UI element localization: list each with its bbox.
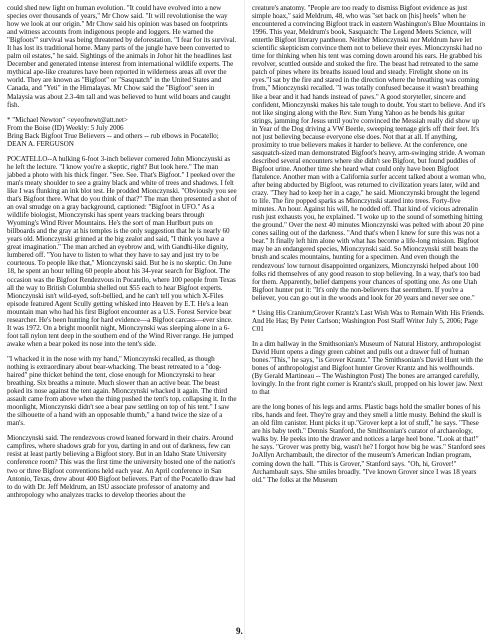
article-paragraph: are the long bones of his legs and arms. Plastic bags hold the smaller bones of his ribs, hands and feet. They're gray and they smell a little musty. Behind the skull is an old film canister. Hunt picks it up."Grover kept a lot of stuff," he says. "These are his baby teeth." Dennis Stanford, the Smithsonian's curator of archaeology, walks by. He peeks into the drawer and notices a large heel bone. "Look at that!" he says. "Grover was pretty big, wasn't he? I forgot how big he was." Stanford sees JoAllyn Archambault, the director of the museum's American Indian program, coming down the hall. "This is Grover," Stanford says. "Oh, hi, Grover!" Archambault says. She smiles broadly. "I've known Grover since I was 18 years old." The folks at the Museum (252, 403, 486, 484)
source-email: * "Michael Newton" <eyeofnewt@att.net> (7, 115, 128, 124)
article-paragraph: "I whacked it in the nose with my hand," Mionczynski recalled, as though nothing is extraordinary about bear-whacking. The beast retreated to a "dog-haired" pine thicket behind the tent, close enough for Mionczynski to hear breathing. Six breaths a minute. Much slower than an active bear. The beast poked its nose against the tent again. Mionczynski whacked it again. The third assault came from above when the thing pushed the tent's top, collapsing it. In the moonlight, Mionczynski didn't see a bear paw settling on top of his tent." I saw the silhouette of a hand with an opposable thumb," a hand twice the size of a man's. (7, 354, 237, 428)
article-paragraph: could shed new light on human evolution. "It could have evolved into a new species over thousands of years," Mr Chow said. "It will revolutionise the way how we look at our origin." Mr Chow said his opinion was based on footprints and witness accounts from indigenous people and loggers. He warned the "Bigfoots'" survival was being threatened by deforestation. "I fear for its survival. It has lost its traditional home. Many parts of the jungle have been converted to palm oil estates," he said. Sightings of the animals in Johor hit the headlines last December and generated intense interest from international wildlife experts. The mythical ape-like creatures have been reported in wilderness areas all over the world. They are known as "Bigfoot" or "Sasquatch" in the United States and Canada, and "Yeti" in the Himalayas. Mr Chow said the "Bigfoot" seen in Malaysia was about 2.3-4m tall and was believed to hunt wild boars and caught fish. (7, 4, 237, 109)
article-paragraph: Mionczynski said. The rendezvous crowd leaned forward in their chairs. Around campfires, where shadows grab for you, darting in and out of darkness, few can resist at least partly believing a Bigfoot story. But in an Idaho State University conference room? This was the first time the university hosted one of the nation's two or three Bigfoot conventions held each year. An April conference in San Antonio, Texas, drew about 400 Bigfoot believers. Part of the Pocatello draw had to do with Dr. Jeff Meldrum, an ISU associate professor of anatomy and anthropology who analyzes tracks to develop theories about the (7, 434, 236, 499)
article-source-line: * Using His Cranium;Grover Krantz's Last Wish Was to Remain With His Friends. And He Has; By Peter Carlson; Washington Post Staff Writer July 5, 2006; Page C01 (252, 308, 485, 333)
left-column (7, 4, 237, 506)
article-paragraph: In a dim hallway in the Smithsonian's Museum of Natural History, anthropologist David Hunt opens a dingy green cabinet and pulls out a drawer full of human bones."This," he says, "is Grover Krantz." The Smithsonian's David Hunt with the bones of anthropologist and Bigfoot hunter Grover Krantz and his wolfhounds. (By Gerald Martineau -- The Washington Post) The bones are arranged carefully, lovingly. In the front right corner is Krantz's skull, propped on his lower jaw. Next to that (252, 339, 484, 397)
article-headline: Bring Back Bigfoot True Believers -- and others -- rub elbows in Pocatello; DEAN A. FERGUSON (7, 131, 219, 148)
article-header (7, 116, 237, 148)
article-paragraph: creature's anatomy. "People are too ready to dismiss Bigfoot evidence as just simple hoax," said Meldrum, 48, who was "set back on [his] heels" when he encountered a convincing Bigfoot track in eastern Washington's Blue Mountains in 1996. This year, Meldrum's book, Sasquatch: The Legend Meets Science, will entertle Bigfoot literary pantheon. Neither Mionczynski nor Meldrum have let scientific skepticism convince them not to believe their eyes. Mionczynski had no time for thinking when his tent was coming down around his ears. He grabbed his revolver, scuttled outside and stoked the fire. The beast had retreated to the same patch of pines where its breaths issued loud and steady. Firelight shone on its eyes."I sat by the fire and stared in the direction where the breathing was coming from," Mionczynski recalled. "I was totally confused because it wasn't breathing like a bear and it had hands instead of paws." A good storyteller, sincere and confident, Mionczynski makes his tale tough to doubt. You start to believe. And it's not like singing along with the Rev. Sum Yung Yahoo as he bends his guitar strings, jamming for Jesus until you're convinced the Messiah really did show up in Year of the Dog driving a VW Beetle, sweeping teenage girls off their feet. It's not just believing because everyone else does. Not that at all. If anything, proximity to true believers makes it harder to believe. At the conference, one sasquatch-sized man demonstrated Bigfoot's heavy, arm-swinging stride. A woman described several encounters where she didn't see Bigfoot, but found puddles of Bigfoot urine. Another time she heard what could only have been Bigfoot flatulence. Another man with a California surfer accent talked about a woman who, after being abducted by Bigfoot, was returned to civilization years later, wild and crazy. "They had to keep her in a cage," he said. Mionczynski brought the legend to life. The fire popped sparks as Mionczynski stared into trees. Forty-five minutes. An hour. Against his will, he nodded off. That kind of vicious adrenalin rush just exhausts you, he explained. "I woke up to the sound of something hitting the ground." Over the next 40 minutes Mionczynski was pelted with about 20 pine cones sailing out of the darkness. "And that's when I knew for sure this was not a bear." It finally left him alone with what has become a life-long mission. Bigfoot may be an endangered species, Mionczynski said. So Mionczynski still beats the brush and scales mountains, hunting for a specimen. And even though the rendezvous' low turnout disappointed organizers, Mionczynski helped about 100 folks rid themselves of any good reason to stop believing. In a way, that's too bad for them. Apparently, belief dampens your chances of spotting one. As one Utah Bigfoot hunter put it: "It's only the non-believers that seemthem. If you're a believer, you can go out in the woods and look for 20 years and never see one." (252, 4, 486, 302)
article-paragraph: POCATELLO--A hulking 6-foot 3-inch believer cornered John Mionczynski as he left the lecture. "I know you're a skeptic, right? But look here." The man jabbed a photo with his thick finger. "See. See. That's Bigfoot." I peeked over the man's meaty shoulder to see a grainy black and white of trees and shadows. I felt like I was flunking an ink blot test. He prodded Mionczynski. "Obviously you see that's Bigfoot there. What do you think of that?" The man then presented a shot of an oval smudge on a gray background, captioned: "Bigfoot in UFO." As a wildlife biologist, Mionczynski has spent years tracking bears through Wyoming's Wind River Mountains. He's the sort of man Hurlburt puts on billboards and the gray at his temples is the only suggestion that he is nearly 60 years old. Mionczynski grinned at the big zealot and said, "I think you have a great imagination." The man arched an eyebrow and, with Gandhi-like dignity, lumbered off. "You have to listen to what they have to say and just try to be courteous. To people like that," Mionczynski said. But he is no skeptic. On June 18, he spent an hour telling 60 people about his 34-year search for Bigfoot. The occasion was the Bigfoot Rendezvous in Pocatello, where 100 people from Texas all the way to British Columbia shelled out $55 each to hear Bigfoot experts. Mionczynski isn't wild-eyed, soft-bellied, and he can't tell you which X-Files episode featured Agent Scully getting whisked into Heaven by E.T. He's a lean mountain man who had his first Bigfoot encounter as a U.S. Forest Service bear researcher. He's been hunting for hard evidence—a Bigfoot carcass—ever since. It was 1972. On a bright moonlit night, Mionczynski was sleeping alone in a 6-foot tall nylon tent deep in the southern end of the Wind River range. He jumped awake when a bear poked its nose into the tent's side. (7, 154, 237, 348)
right-column (252, 4, 486, 491)
page-number: 9. (236, 626, 243, 636)
page-fold (244, 0, 245, 640)
source-publication: From the Boise (ID) Weekly: 5 July 2006 (7, 123, 124, 132)
